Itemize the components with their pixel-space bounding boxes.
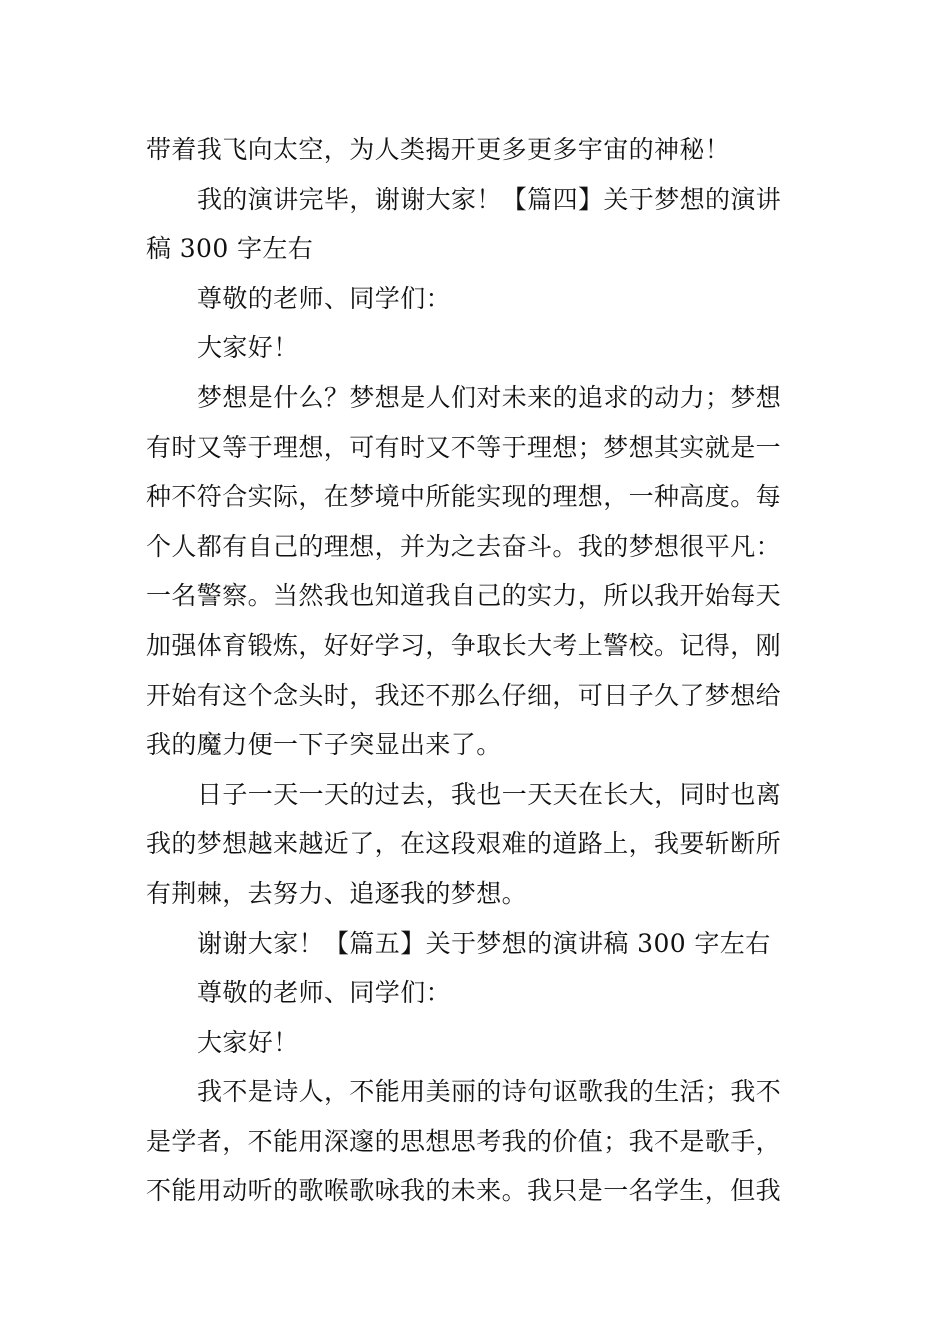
text-line: 一名警察。当然我也知道我自己的实力，所以我开始每天 [146, 581, 782, 611]
text-line: 是学者，不能用深邃的思想思考我的价值；我不是歌手， [146, 1126, 782, 1156]
text-line: 带着我飞向太空，为人类揭开更多更多宇宙的神秘！ [146, 135, 731, 164]
text-line: 我的魔力便一下子突显出来了。 [146, 730, 502, 760]
document-body [146, 125, 816, 1216]
text-line: 个人都有自己的理想，并为之去奋斗。我的梦想很平凡： [146, 531, 782, 561]
text-line: 有时又等于理想，可有时又不等于理想；梦想其实就是一 [146, 432, 782, 462]
text-line: 谢谢大家！【篇五】关于梦想的演讲稿 300 字左右 [197, 928, 771, 958]
text-line: 大家好！ [197, 1027, 299, 1057]
text-line: 尊敬的老师、同学们： [197, 283, 452, 313]
text-line: 加强体育锻炼，好好学习，争取长大考上警校。记得，刚 [146, 630, 782, 660]
text-line: 梦想是什么？梦想是人们对未来的追求的动力；梦想 [197, 382, 782, 412]
text-line: 有荆棘，去努力、追逐我的梦想。 [146, 878, 528, 908]
text-line: 日子一天一天的过去，我也一天天在长大，同时也离 [197, 779, 782, 809]
text-line: 稿 300 字左右 [146, 234, 314, 264]
text-line: 我不是诗人，不能用美丽的诗句讴歌我的生活；我不 [197, 1077, 782, 1107]
text-line: 我的演讲完毕，谢谢大家！【篇四】关于梦想的演讲 [197, 184, 782, 214]
text-line: 不能用动听的歌喉歌咏我的未来。我只是一名学生，但我 [146, 1176, 782, 1206]
text-line: 大家好！ [197, 333, 299, 363]
text-line: 我的梦想越来越近了，在这段艰难的道路上，我要斩断所 [146, 829, 782, 859]
text-line: 开始有这个念头时，我还不那么仔细，可日子久了梦想给 [146, 680, 782, 710]
text-line: 尊敬的老师、同学们： [197, 978, 452, 1008]
text-line: 种不符合实际，在梦境中所能实现的理想，一种高度。每 [146, 482, 782, 512]
